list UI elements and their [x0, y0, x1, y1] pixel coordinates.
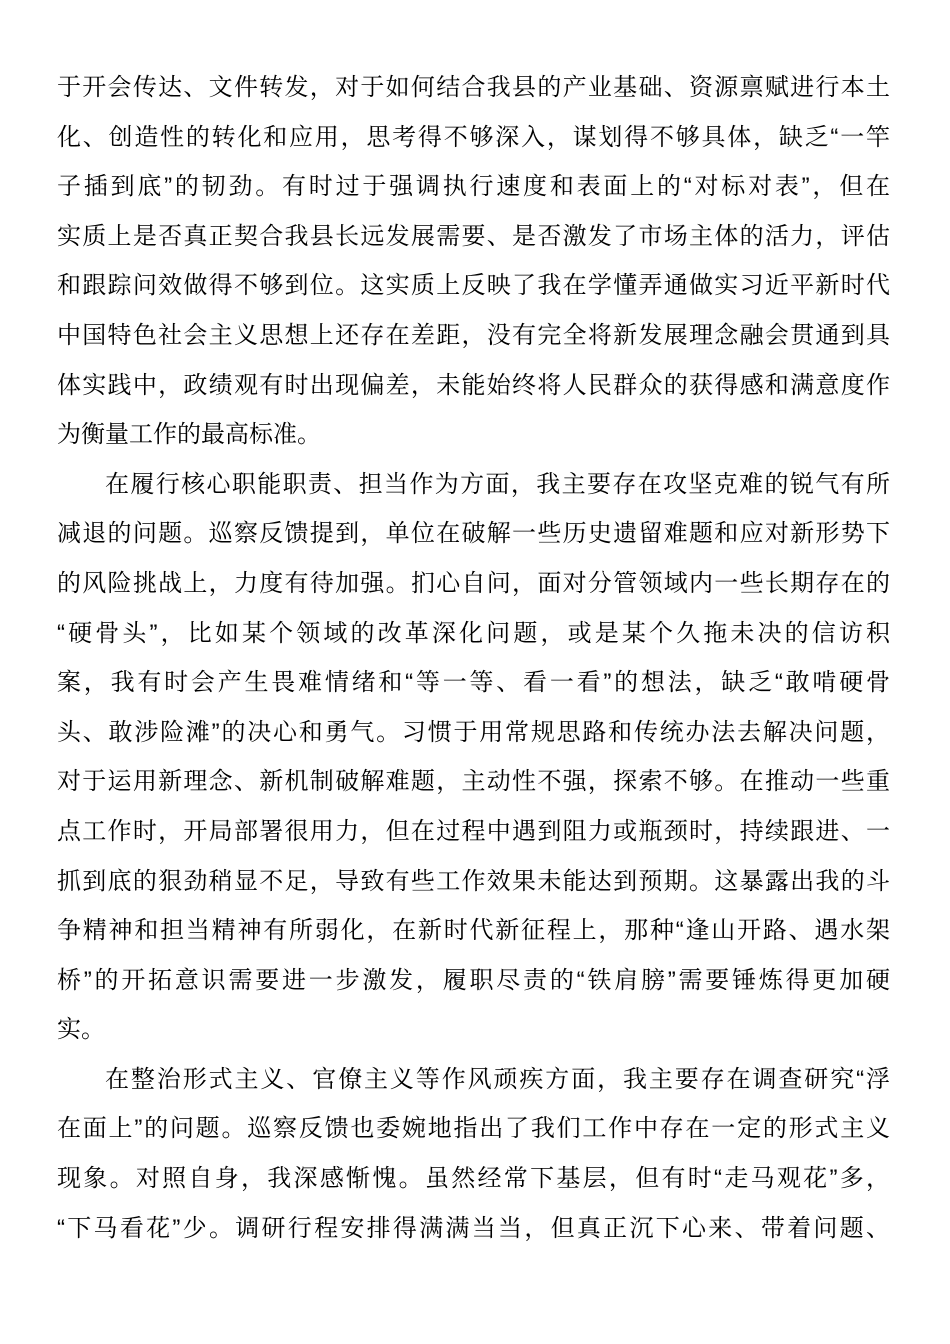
text-line: 体实践中，政绩观有时出现偏差，未能始终将人民群众的获得感和满意度作	[57, 371, 890, 399]
text-line: 点工作时，开局部署很用力，但在过程中遇到阻力或瓶颈时，持续跟进、一	[57, 817, 890, 845]
text-line: 于开会传达、文件转发，对于如何结合我县的产业基础、资源禀赋进行本土	[57, 74, 890, 101]
text-line: 和跟踪问效做得不够到位。这实质上反映了我在学懂弄通做实习近平新时代	[57, 272, 890, 300]
text-line: 头、敢涉险滩”的决心和勇气。习惯于用常规思路和传统办法去解决问题，	[57, 718, 890, 746]
text-line: 案，我有时会产生畏难情绪和“等一等、看一看”的想法，缺乏“敢啃硬骨	[57, 669, 890, 697]
text-line: 中国特色社会主义思想上还存在差距，没有完全将新发展理念融会贯通到具	[57, 321, 890, 349]
text-line: 的风险挑战上，力度有待加强。扪心自问，面对分管领域内一些长期存在的	[57, 569, 890, 597]
text-line: 化、创造性的转化和应用，思考得不够深入，谋划得不够具体，缺乏“一竿	[57, 123, 890, 151]
text-line: 实。	[57, 1016, 105, 1044]
text-line: “硬骨头”，比如某个领域的改革深化问题，或是某个久拖未决的信访积	[57, 619, 890, 647]
text-line: 现象。对照自身，我深感惭愧。虽然经常下基层，但有时“走马观花”多，	[57, 1165, 890, 1193]
text-line: 实质上是否真正契合我县长远发展需要、是否激发了市场主体的活力，评估	[57, 222, 890, 250]
text-line: 在面上”的问题。巡察反馈也委婉地指出了我们工作中存在一定的形式主义	[57, 1115, 890, 1143]
text-line: 对于运用新理念、新机制破解难题，主动性不强，探索不够。在推动一些重	[57, 768, 890, 796]
text-line: 子插到底”的韧劲。有时过于强调执行速度和表面上的“对标对表”，但在	[57, 173, 890, 201]
paragraph-2	[57, 460, 890, 1055]
paragraph-1	[57, 63, 890, 460]
text-line: 抓到底的狠劲稍显不足，导致有些工作效果未能达到预期。这暴露出我的斗	[57, 867, 890, 895]
text-line: 桥”的开拓意识需要进一步激发，履职尽责的“铁肩膀”需要锤炼得更加硬	[57, 966, 890, 994]
text-line: 在履行核心职能职责、担当作为方面，我主要存在攻坚克难的锐气有所	[105, 470, 890, 498]
paragraph-3	[57, 1055, 890, 1253]
text-line: 为衡量工作的最高标准。	[57, 421, 321, 449]
text-line: 减退的问题。巡察反馈提到，单位在破解一些历史遗留难题和应对新形势下	[57, 520, 890, 548]
text-line: 在整治形式主义、官僚主义等作风顽疾方面，我主要存在调查研究“浮	[105, 1065, 890, 1093]
text-line: “下马看花”少。调研行程安排得满满当当，但真正沉下心来、带着问题、	[57, 1214, 890, 1242]
text-line: 争精神和担当精神有所弱化，在新时代新征程上，那种“逢山开路、遇水架	[57, 917, 890, 945]
